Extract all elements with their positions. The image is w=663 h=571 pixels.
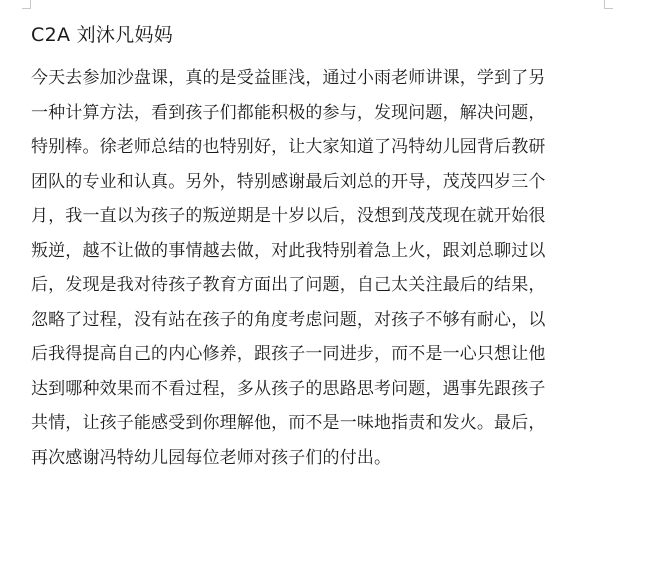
body-line-3: 特别棒。徐老师总结的也特别好，让大家知道了冯特幼儿园背后教研 <box>31 137 546 157</box>
body-line-10: 达到哪种效果而不看过程，多从孩子的思路思考问题，遇事先跟孩子 <box>31 378 546 399</box>
document-body <box>31 61 631 475</box>
body-line-6: 叛逆，越不让做的事情越去做，对此我特别着急上火，跟刘总聊过以 <box>31 240 546 261</box>
body-line-2: 一种计算方法，看到孩子们都能积极的参与，发现问题，解决问题， <box>31 102 546 123</box>
body-line-5: 月，我一直以为孩子的叛逆期是十岁以后，没想到茂茂现在就开始很 <box>31 206 546 226</box>
page-corner-mark-right <box>604 0 613 9</box>
body-line-7: 后，发现是我对待孩子教育方面出了问题，自己太关注最后的结果， <box>31 275 546 295</box>
page-corner-mark-left <box>22 0 31 9</box>
body-line-4: 团队的专业和认真。另外，特别感谢最后刘总的开导，茂茂四岁三个 <box>31 171 546 192</box>
body-line-9: 后我得提高自己的内心修养，跟孩子一同进步，而不是一心只想让他 <box>31 344 546 364</box>
body-line-1: 今天去参加沙盘课，真的是受益匪浅，通过小雨老师讲课，学到了另 <box>31 68 546 88</box>
document-title: C2A 刘沐凡妈妈 <box>31 24 174 46</box>
body-line-12: 再次感谢冯特幼儿园每位老师对孩子们的付出。 <box>31 447 392 468</box>
body-line-8: 忽略了过程，没有站在孩子的角度考虑问题，对孩子不够有耐心，以 <box>31 309 546 330</box>
body-line-11: 共情，让孩子能感受到你理解他，而不是一味地指责和发火。最后， <box>31 413 546 433</box>
